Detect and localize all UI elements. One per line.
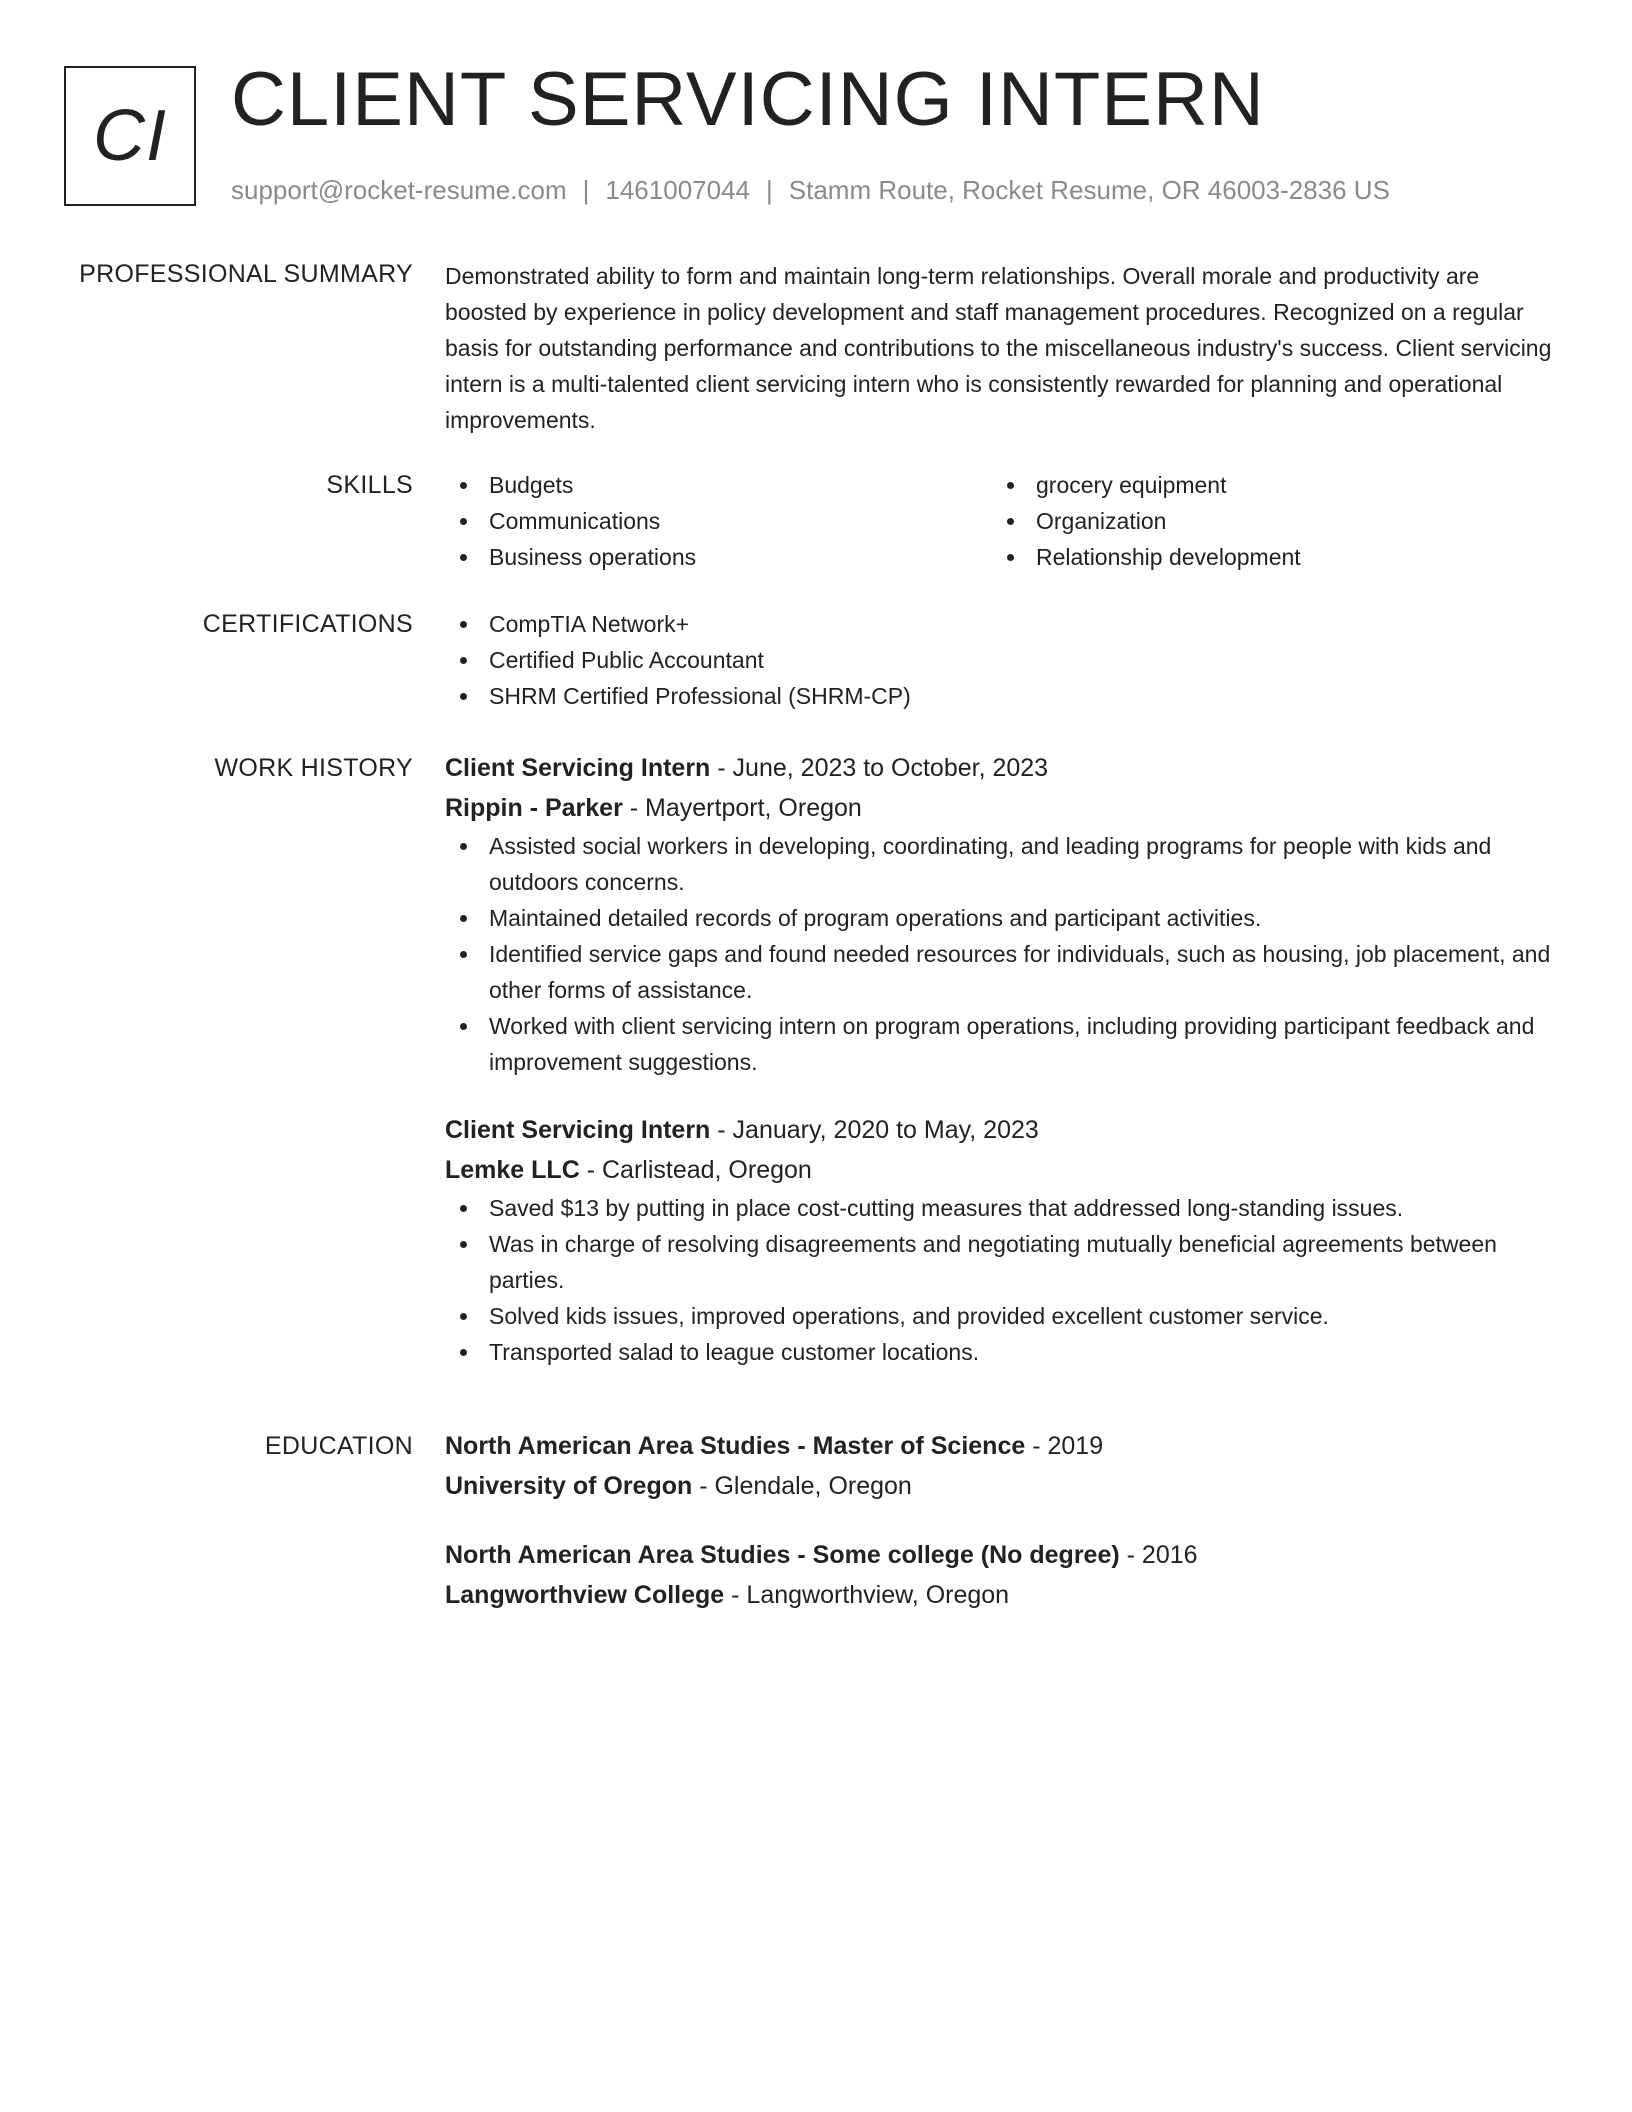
contact-email[interactable]: support@rocket-resume.com [231, 175, 567, 205]
education-body [445, 1426, 1560, 1615]
job-bullet: Worked with client servicing intern on program operations, including providing participant feedback and improvement suggestions. [445, 1008, 1560, 1080]
job-bullet: Saved $13 by putting in place cost-cutting measures that addressed long-standing issues. [445, 1190, 1560, 1226]
skill-item: Communications [445, 503, 992, 539]
job-title-line [445, 1110, 1560, 1150]
education-school: University of Oregon [445, 1472, 693, 1500]
certification-item: SHRM Certified Professional (SHRM-CP) [445, 678, 1560, 714]
skills-column-right [992, 467, 1539, 575]
certifications-list [445, 606, 1560, 714]
skill-item: Budgets [445, 467, 992, 503]
education-school-line [445, 1466, 1560, 1506]
job-dates: - June, 2023 to October, 2023 [710, 754, 1049, 782]
job-company: Rippin - Parker [445, 794, 623, 822]
job-company: Lemke LLC [445, 1156, 580, 1184]
education-school: Langworthview College [445, 1581, 725, 1609]
job-bullet: Was in charge of resolving disagreements and negotiating mutually beneficial agreements between parties. [445, 1226, 1560, 1298]
skill-item: grocery equipment [992, 467, 1539, 503]
education-degree: North American Area Studies - Master of Science [445, 1432, 1026, 1460]
job-dates: - January, 2020 to May, 2023 [710, 1116, 1039, 1144]
job-location: - Mayertport, Oregon [622, 794, 862, 822]
contact-phone[interactable]: 1461007044 [605, 175, 750, 205]
job-entry [445, 748, 1560, 1080]
education-entry [445, 1535, 1560, 1615]
education-school-line [445, 1575, 1560, 1615]
contact-separator: | [582, 175, 590, 205]
job-company-line [445, 1150, 1560, 1190]
job-company-line [445, 788, 1560, 828]
section-label-skills: SKILLS [326, 471, 413, 499]
certifications-body [445, 606, 1560, 714]
skills-columns [445, 467, 1560, 575]
contact-line [231, 174, 1390, 208]
job-bullet: Solved kids issues, improved operations, and provided excellent customer service. [445, 1298, 1560, 1334]
certification-item: Certified Public Accountant [445, 642, 1560, 678]
job-bullet: Assisted social workers in developing, coordinating, and leading programs for people with kids and outdoors concerns. [445, 828, 1560, 900]
skill-item: Relationship development [992, 539, 1539, 575]
job-bullets [445, 828, 1560, 1080]
section-label-education: EDUCATION [264, 1432, 413, 1460]
job-entry [445, 1110, 1560, 1370]
education-location: - Glendale, Oregon [692, 1472, 912, 1500]
skills-list-left [445, 467, 992, 575]
monogram-box [64, 66, 196, 206]
work-history-body [445, 748, 1560, 1370]
skill-item: Organization [992, 503, 1539, 539]
job-title: Client Servicing Intern [445, 1116, 711, 1144]
job-title-line [445, 748, 1560, 788]
education-entry [445, 1426, 1560, 1506]
skills-column-left [445, 467, 992, 575]
section-label-certifications: CERTIFICATIONS [202, 610, 413, 638]
skill-item: Business operations [445, 539, 992, 575]
job-title: Client Servicing Intern [445, 754, 711, 782]
skills-body [445, 467, 1560, 575]
education-year: - 2019 [1025, 1432, 1104, 1460]
education-degree-line [445, 1426, 1560, 1466]
education-location: - Langworthview, Oregon [724, 1581, 1010, 1609]
job-bullet: Transported salad to league customer locations. [445, 1334, 1560, 1370]
job-bullet: Maintained detailed records of program operations and participant activities. [445, 900, 1560, 936]
contact-address: Stamm Route, Rocket Resume, OR 46003-2836 US [788, 175, 1390, 205]
summary-body [445, 258, 1560, 438]
job-bullet: Identified service gaps and found needed resources for individuals, such as housing, job placement, and other forms of assistance. [445, 936, 1560, 1008]
resume-title: CLIENT SERVICING INTERN [231, 57, 1265, 142]
section-label-work-history: WORK HISTORY [214, 754, 413, 782]
education-year: - 2016 [1119, 1541, 1198, 1569]
certification-item: CompTIA Network+ [445, 606, 1560, 642]
summary-text: Demonstrated ability to form and maintain long-term relationships. Overall morale and productivity are boosted by experience in policy development and staff management procedures. Recognized on a regular basis for outstanding performance and contributions to the miscellaneous industry's success. Client servicing intern is a multi-talented client servicing intern who is consistently rewarded for planning and operational improvements. [445, 263, 1552, 433]
education-degree-line [445, 1535, 1560, 1575]
job-location: - Carlistead, Oregon [579, 1156, 812, 1184]
education-degree: North American Area Studies - Some college (No degree) [445, 1541, 1120, 1569]
contact-separator: | [766, 175, 773, 205]
section-label-summary: PROFESSIONAL SUMMARY [79, 260, 413, 288]
job-bullets [445, 1190, 1560, 1370]
monogram-initials: CI [93, 96, 167, 176]
skills-list-right [992, 467, 1539, 575]
